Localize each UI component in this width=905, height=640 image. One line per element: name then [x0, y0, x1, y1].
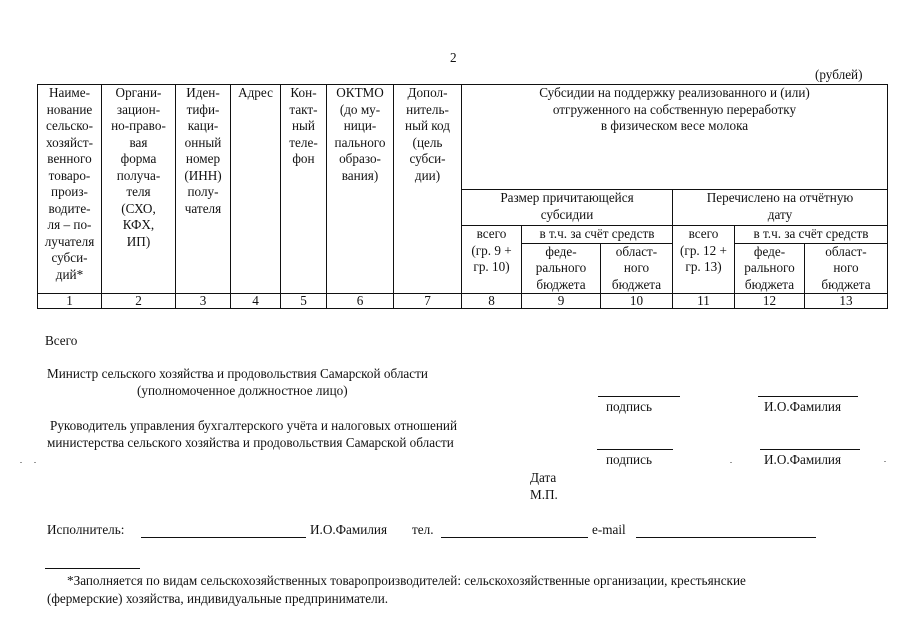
header-transferred-group: Перечислено на отчётную дату [673, 190, 888, 226]
header-due-including: в т.ч. за счёт средств [522, 226, 673, 244]
header-subsidies-group: Субсидии на поддержку реализованного и (или) отгруженного на собственную переработку в физическом весе молока [462, 85, 888, 190]
name-label: И.О.Фамилия [764, 399, 842, 414]
column-number: 1 [38, 294, 102, 309]
footnote-divider [45, 568, 140, 569]
scan-speck [34, 462, 36, 463]
minister-subtitle: (уполномоченное должностное лицо) [137, 383, 348, 398]
header-extra-code: Допол- нитель- ный код (цель субси- дии) [394, 85, 462, 294]
executor-phone-line[interactable] [441, 537, 588, 538]
executor-name-line[interactable] [141, 537, 306, 538]
scan-speck [730, 462, 732, 463]
signature-line [598, 396, 680, 397]
column-number: 6 [327, 294, 394, 309]
executor-label: Исполнитель: [47, 522, 125, 537]
minister-title: Министр сельского хозяйства и продовольствия Самарской области [47, 366, 428, 381]
header-inn: Иден- тифи- каци- онный номер (ИНН) полу- чателя [176, 85, 231, 294]
stamp-label: М.П. [530, 487, 558, 502]
header-address: Адрес [231, 85, 281, 294]
signature-line [597, 449, 673, 450]
column-number: 3 [176, 294, 231, 309]
column-number: 13 [805, 294, 888, 309]
total-label: Всего [45, 333, 78, 348]
header-recipient-name: Наиме- нование сельско- хозяйст- венного товаро- произ- водите- ля – по- лучателя субси- дий* [38, 85, 102, 294]
header-col10-regional: област- ного бюджета [601, 243, 673, 294]
column-number: 10 [601, 294, 673, 309]
column-number: 7 [394, 294, 462, 309]
units-label: (рублей) [815, 67, 863, 82]
signature-label: подпись [606, 452, 652, 467]
column-number: 11 [673, 294, 735, 309]
footnote-line-2: (фермерские) хозяйства, индивидуальные предприниматели. [47, 591, 389, 606]
executor-phone-label: тел. [412, 522, 434, 537]
executor-name-label: И.О.Фамилия [310, 522, 388, 537]
page-number: 2 [450, 50, 457, 65]
column-number: 2 [102, 294, 176, 309]
name-line [758, 396, 858, 397]
header-oktmo: ОКТМО (до му- ници- пального образо- вания) [327, 85, 394, 294]
executor-email-label: e-mail [592, 522, 626, 537]
header-legal-form: Органи- зацион- но-правo- вая форма получа- теля (СХО, КФХ, ИП) [102, 85, 176, 294]
header-col9-federal: феде- рального бюджета [522, 243, 601, 294]
header-col13-regional: област- ного бюджета [805, 243, 888, 294]
header-due-group: Размер причитающейся субсидии [462, 190, 673, 226]
date-label: Дата [530, 470, 557, 485]
header-col12-federal: феде- рального бюджета [735, 243, 805, 294]
scan-speck [884, 461, 886, 462]
column-number: 4 [231, 294, 281, 309]
name-line [760, 449, 860, 450]
head-subtitle: министерства сельского хозяйства и продовольствия Самарской области [47, 435, 454, 450]
column-number: 12 [735, 294, 805, 309]
header-transferred-including: в т.ч. за счёт средств [735, 226, 888, 244]
executor-email-line[interactable] [636, 537, 816, 538]
name-label: И.О.Фамилия [764, 452, 842, 467]
signature-label: подпись [606, 399, 652, 414]
scan-speck [20, 462, 22, 463]
header-phone: Кон- такт- ный теле- фон [281, 85, 327, 294]
subsidy-table [37, 84, 888, 309]
footnote-line-1: *Заполняется по видам сельскохозяйственных товаропроизводителей: сельскохозяйственные организации, крестьянские [67, 573, 746, 588]
head-title: Руководитель управления бухгалтерского учёта и налоговых отношений [50, 418, 458, 433]
header-col11-total: всего (гр. 12 + гр. 13) [673, 226, 735, 294]
column-number: 9 [522, 294, 601, 309]
column-number: 8 [462, 294, 522, 309]
header-col8-total: всего (гр. 9 + гр. 10) [462, 226, 522, 294]
column-number: 5 [281, 294, 327, 309]
